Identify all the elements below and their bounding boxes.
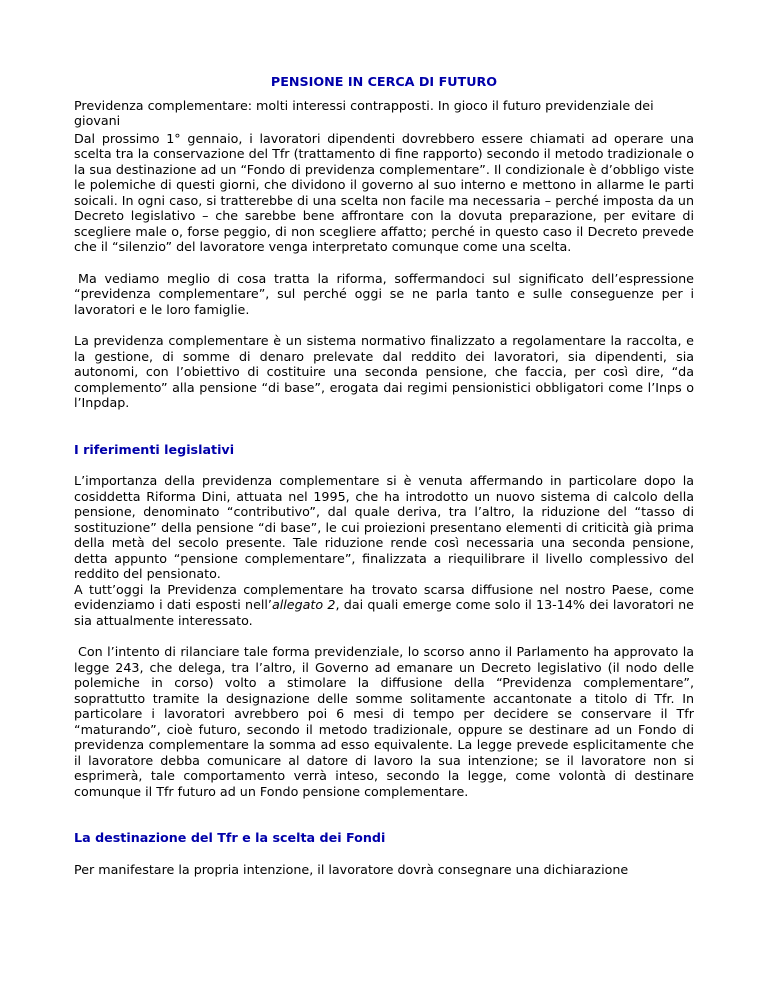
- spacer: [74, 317, 694, 333]
- paragraph-diffusione: [74, 582, 694, 629]
- spacer: [74, 846, 694, 862]
- spacer: [74, 628, 694, 644]
- paragraph-riforma: Ma vediamo meglio di cosa tratta la riforma, soffermandoci sul significato dell’espressione “previdenza complementare”, sul perché oggi se ne parla tanto e sulle conseguenze per i lavoratori e le loro famiglie.: [74, 270, 694, 317]
- paragraph-intro: Dal prossimo 1° gennaio, i lavoratori dipendenti dovrebbero essere chiamati ad operare una scelta tra la conservazione del Tfr (trattamento di fine rapporto) secondo il metodo tradizionale o la sua destinazione ad un “Fondo di previdenza complementare”. Il condizionale è d’obbligo viste le polemiche di questi giorni, che dividono il governo al suo interno e mettono in allarme le parti soicali. In ogni caso, si tratterebbe di una scelta non facile ma necessaria – perché imposta da un Decreto legislativo – che sarebbe bene affrontare con la dovuta preparazione, per evitare di scegliere male o, forse peggio, di non scegliere affatto; perché in questo caso il Decreto prevede che il “silenzio” del lavoratore venga interpretato comunque come una scelta.: [74, 130, 694, 254]
- paragraph-definizione: La previdenza complementare è un sistema normativo finalizzato a regolamentare la raccolta, e la gestione, di somme di denaro prelevate dal reddito dei lavoratori, sia dipendenti, sia autonomi, con l’obiettivo di costituire una seconda pensione, che faccia, per così dire, “da complemento” alla pensione “di base”, erogata dai regimi pensionistici obbligatori come l’Inps o l’Inpdap.: [74, 333, 694, 410]
- allegato-reference: allegato 2: [271, 597, 336, 612]
- paragraph-importanza: L’importanza della previdenza complementare si è venuta affermando in particolare dopo la cosiddetta Riforma Dini, attuata nel 1995, che ha introdotto un nuovo sistema di calcolo della pensione, denominato “contributivo”, dal quale deriva, tra l’altro, la riduzione del “tasso di sostituzione” della pensione “di base”, le cui proiezioni presentano elementi di criticità già prima della metà del secolo presente. Tale riduzione rende così necessaria una seconda pensione, detta appunto “pensione complementare”, finalizzata a riequilibrare il livello complessivo del reddito del pensionato.: [74, 473, 694, 581]
- spacer: [74, 255, 694, 271]
- spacer: [74, 799, 694, 830]
- spacer: [74, 411, 694, 442]
- text-run: A tutt’oggi la Previdenza complementare ha trovato scarsa diffusione nel nostro Paese, come evidenziamo i dati esposti nell’: [74, 581, 694, 612]
- spacer: [74, 457, 694, 473]
- text-run: , dai quali emerge come solo il 13-14% dei lavoratori ne sia attualmente interessato.: [74, 597, 694, 628]
- document-page: [74, 74, 694, 877]
- section-heading-destinazione: La destinazione del Tfr e la scelta dei Fondi: [74, 830, 386, 845]
- document-title: PENSIONE IN CERCA DI FUTURO: [270, 74, 498, 89]
- paragraph-dichiarazione: Per manifestare la propria intenzione, il lavoratore dovrà consegnare una dichiarazione: [74, 861, 629, 877]
- section-heading-riferimenti: I riferimenti legislativi: [74, 441, 235, 457]
- paragraph-legge-243: Con l’intento di rilanciare tale forma previdenziale, lo scorso anno il Parlamento ha approvato la legge 243, che delega, tra l’altro, il Governo ad emanare un Decreto legislativo (il nodo delle polemiche in corso) volto a stimolare la diffusione della “Previdenza complementare”, soprattutto tramite la designazione delle somme solitamente accantonate a titolo di Tfr. In particolare i lavoratori avrebbero poi 6 mesi di tempo per decidere se conservare il Tfr “maturando”, cioè futuro, secondo il metodo tradizionale, oppure se destinare ad un Fondo di previdenza complementare la somma ad esso equivalente. La legge prevede esplicitamente che il lavoratore debba comunicare al datore di lavoro la sua intenzione; se il lavoratore non si esprimerà, tale comportamento verrà inteso, secondo la legge, come volontà di destinare comunque il Tfr futuro ad un Fondo pensione complementare.: [74, 644, 694, 799]
- lead-paragraph: Previdenza complementare: molti interessi contrapposti. In gioco il futuro previdenziale dei giovani: [74, 97, 654, 128]
